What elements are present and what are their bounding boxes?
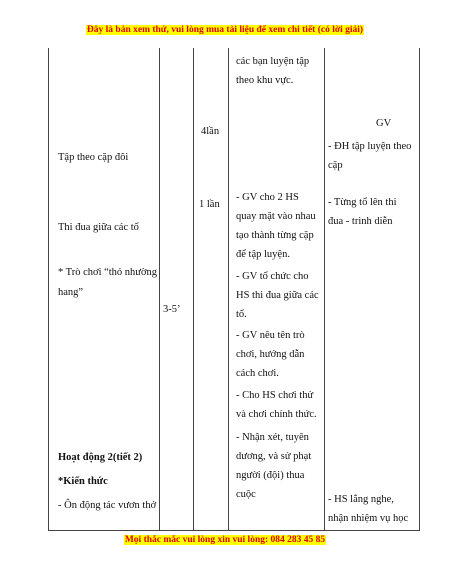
group-instruction-line1: - GV tổ chức cho: [236, 271, 309, 282]
pair-formation-line2: cặp: [328, 160, 343, 171]
table-right-border: [419, 48, 420, 530]
evaluation-line4: cuộc: [236, 489, 256, 500]
group-instruction-line3: tổ.: [236, 309, 247, 320]
pair-practice-label: Tập theo cặp đôi: [58, 152, 129, 163]
contact-text: Mọi thắc mắc vui lòng xin vui lòng: 084 283 45 85: [124, 535, 326, 545]
student-listen-line1: - HS lắng nghe,: [328, 494, 394, 505]
preview-notice-banner: [0, 25, 450, 35]
repetitions-four: 4lần: [201, 126, 220, 137]
area-practice-line2: theo khu vực.: [236, 75, 294, 86]
area-practice-line1: các bạn luyện tập: [236, 56, 310, 67]
group-performance-line2: đua - trình diễn: [328, 216, 393, 227]
col1-divider: [159, 48, 160, 530]
duration-value: 3-5’: [163, 304, 181, 315]
pair-formation-line1: - ĐH tập luyện theo: [328, 141, 412, 152]
evaluation-line1: - Nhận xét, tuyên: [236, 432, 309, 443]
pair-instruction-line1: - GV cho 2 HS: [236, 192, 299, 203]
col3-divider: [228, 48, 229, 530]
student-listen-line2: nhận nhiệm vụ học: [328, 513, 409, 524]
evaluation-line3: người (đội) thua: [236, 470, 305, 481]
preview-notice-text: Đây là bản xem thử, vui lòng mua tài liệu để xem chi tiết (có lời giải): [86, 25, 364, 35]
game-practice-line1: - Cho HS chơi thử: [236, 390, 314, 401]
evaluation-line2: dương, và sử phạt: [236, 451, 312, 462]
table-bottom-border: [48, 530, 420, 531]
pair-instruction-line4: để tập luyện.: [236, 249, 290, 260]
pair-instruction-line2: quay mặt vào nhau: [236, 211, 316, 222]
game-instruction-line1: - GV nêu tên trò: [236, 330, 305, 341]
game-title-line1: * Trò chơi “thỏ nhường: [58, 267, 158, 278]
contact-banner: [0, 535, 450, 545]
repetitions-one: 1 lần: [199, 199, 220, 210]
group-competition-label: Thi đua giữa các tổ: [58, 222, 139, 233]
table-left-border: [48, 48, 49, 530]
pair-instruction-line3: tạo thành từng cặp: [236, 230, 314, 241]
teacher-label: GV: [376, 118, 392, 129]
game-title-line2: hang”: [58, 287, 84, 298]
activity2-heading: Hoạt động 2(tiết 2): [58, 452, 143, 463]
group-instruction-line2: HS thi đua giữa các: [236, 290, 319, 301]
review-exercise-item: - Ôn động tác vươn thở: [58, 500, 157, 511]
group-performance-line1: - Từng tổ lên thi: [328, 197, 397, 208]
game-practice-line2: và chơi chính thức.: [236, 409, 317, 420]
col4-divider: [324, 48, 325, 530]
col2-divider: [193, 48, 194, 530]
game-instruction-line3: cách chơi.: [236, 368, 279, 379]
game-instruction-line2: chơi, hướng dẫn: [236, 349, 305, 360]
knowledge-heading: *Kiến thức: [58, 476, 108, 487]
